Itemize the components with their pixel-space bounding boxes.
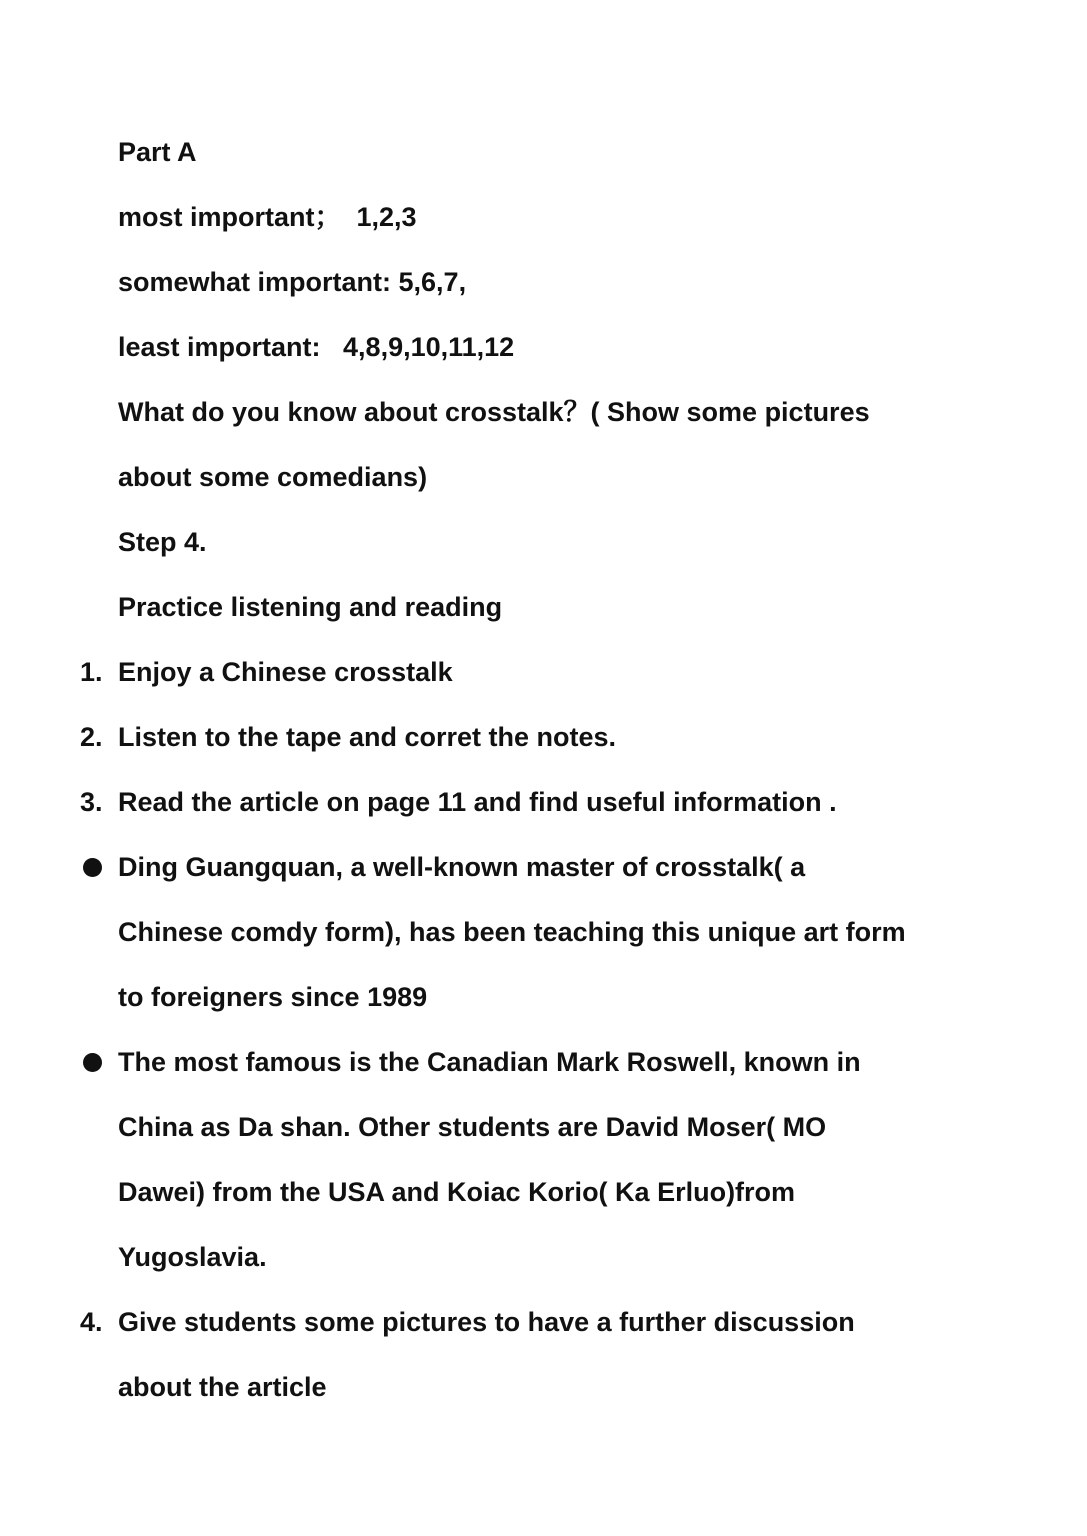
bullet-text: Dawei) from the USA and Koiac Korio( Ka Erluo)from [118, 1177, 796, 1207]
list-item-text: Enjoy a Chinese crosstalk [118, 657, 453, 687]
bullet-text: Ding Guangquan, a well-known master of crosstalk( a [118, 852, 806, 882]
least-important-line: least important: 4,8,9,10,11,12 [118, 332, 515, 362]
part-heading: Part A [118, 137, 197, 167]
list-item-marker: 3. [80, 787, 103, 817]
bullet-text: China as Da shan. Other students are David Moser( MO [118, 1112, 827, 1142]
list-item-text: Listen to the tape and corret the notes. [118, 722, 617, 752]
bullet-text: Yugoslavia. [118, 1242, 267, 1272]
step-heading: Step 4. [118, 527, 207, 557]
question-line-1: What do you know about crosstalk？( Show some pictures [118, 397, 870, 427]
practice-heading: Practice listening and reading [118, 592, 503, 622]
list-item-marker: 4. [80, 1307, 103, 1337]
list-item-text: about the article [118, 1372, 327, 1402]
list-item-text: Read the article on page 11 and find useful information . [118, 787, 837, 817]
bullet-text: Chinese comdy form), has been teaching this unique art form [118, 917, 906, 947]
bullet-dot-icon [83, 858, 102, 877]
most-important-line: most important； 1,2,3 [118, 202, 417, 232]
bullet-text: The most famous is the Canadian Mark Roswell, known in [118, 1047, 861, 1077]
somewhat-important-line: somewhat important: 5,6,7, [118, 267, 467, 297]
bullet-text: to foreigners since 1989 [118, 982, 428, 1012]
question-line-2: about some comedians) [118, 462, 428, 492]
list-item-text: Give students some pictures to have a further discussion [118, 1307, 855, 1337]
list-item-marker: 2. [80, 722, 103, 752]
list-item-marker: 1. [80, 657, 103, 687]
bullet-dot-icon [83, 1053, 102, 1072]
